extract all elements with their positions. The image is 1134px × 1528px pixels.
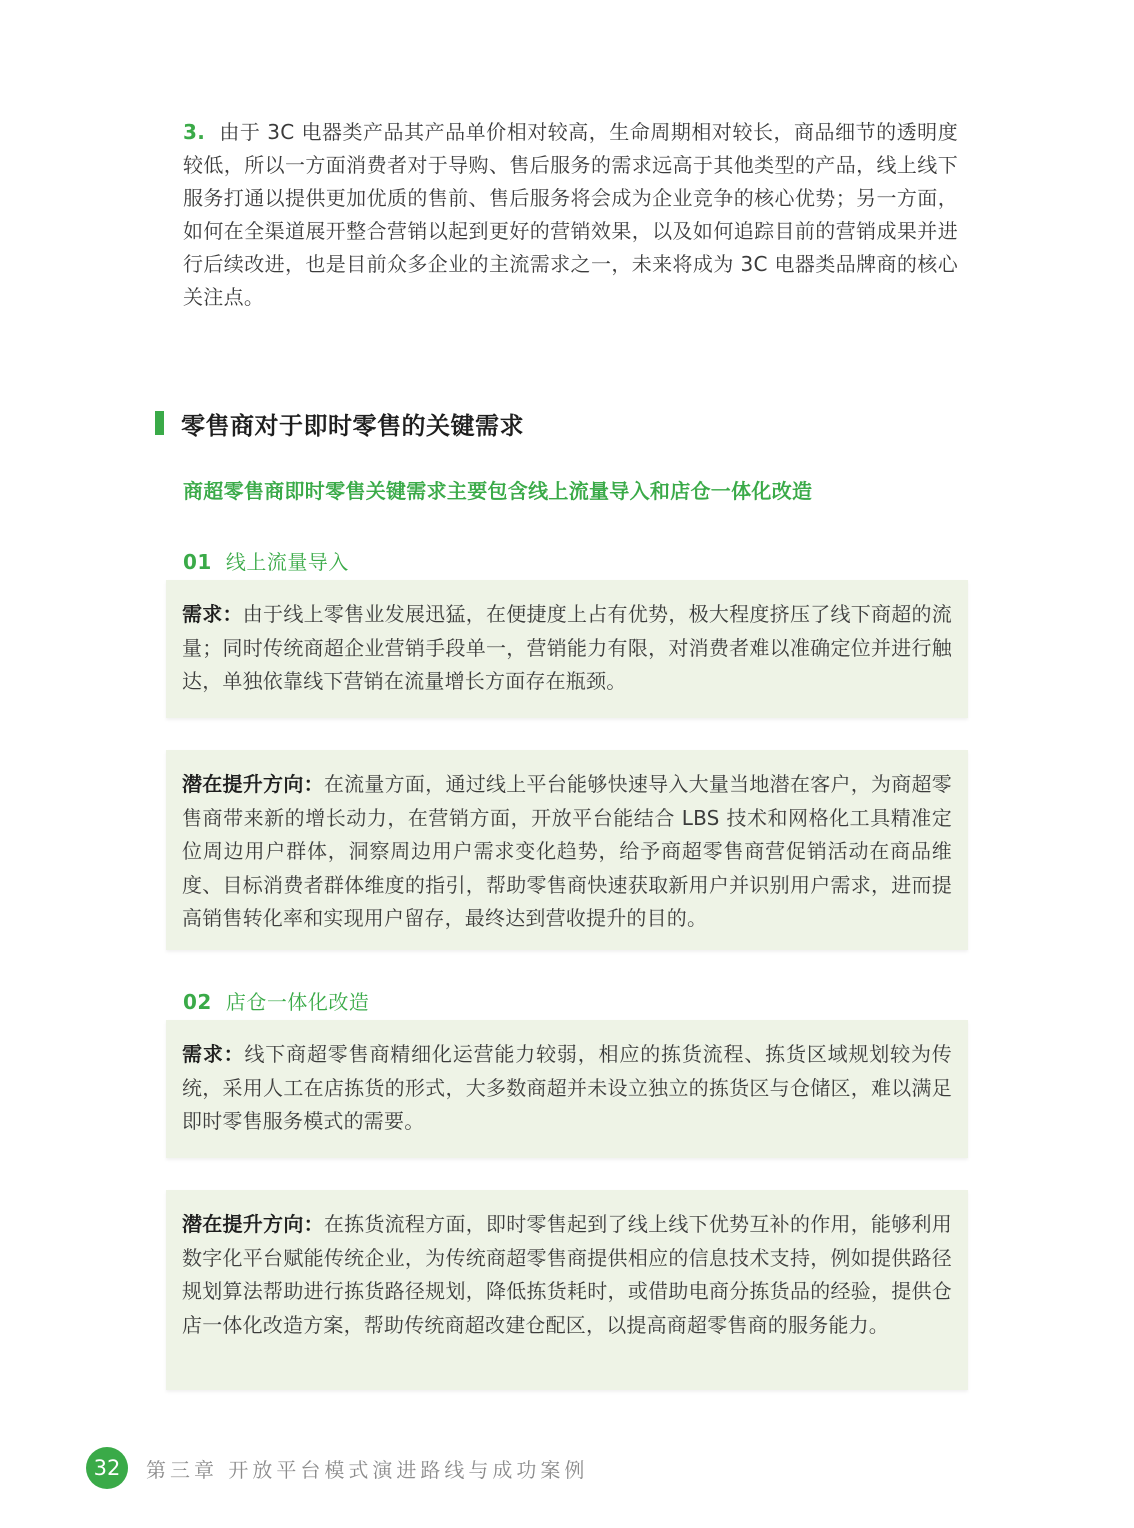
- potential-label: 潜在提升方向：: [182, 1212, 324, 1236]
- chapter-title: 第三章 开放平台模式演进路线与成功案例: [146, 1457, 589, 1482]
- page-footer: [86, 1447, 588, 1489]
- section-accent-bar: [155, 411, 164, 435]
- demand-box-01: [166, 580, 968, 718]
- point-title: 线上流量导入: [225, 550, 349, 574]
- point-heading-02: [183, 986, 369, 1015]
- section-heading: [155, 407, 524, 439]
- demand-label: 需求：: [182, 1042, 245, 1066]
- point-number: 01: [183, 550, 212, 574]
- point-heading-01: [183, 546, 349, 575]
- point-title: 店仓一体化改造: [225, 990, 370, 1014]
- section-subtitle: 商超零售商即时零售关键需求主要包含线上流量导入和店仓一体化改造: [183, 479, 813, 503]
- potential-text: 在流量方面，通过线上平台能够快速导入大量当地潜在客户，为商超零售商带来新的增长动力，在营销方面，开放平台能结合 LBS 技术和网格化工具精准定位周边用户群体，洞察周边用户需求变化趋势，给予商超零售商营促销活动在商品维度、目标消费者群体维度的指引，帮助零售商快速获取新用户并识别用户需求，进而提高销售转化率和实现用户留存，最终达到营收提升的目的。: [182, 772, 952, 930]
- potential-paragraph: [182, 1208, 952, 1342]
- potential-paragraph: [182, 768, 952, 936]
- demand-text: 线下商超零售商精细化运营能力较弱，相应的拣货流程、拣货区域规划较为传统，采用人工在店拣货的形式，大多数商超并未设立独立的拣货区与仓储区，难以满足即时零售服务模式的需要。: [182, 1042, 952, 1133]
- page-number-badge: 32: [86, 1447, 128, 1489]
- potential-box-02: [166, 1190, 968, 1390]
- demand-paragraph: [182, 598, 952, 699]
- intro-paragraph: [183, 116, 958, 314]
- demand-paragraph: [182, 1038, 952, 1139]
- potential-label: 潜在提升方向：: [182, 772, 324, 796]
- section-title: 零售商对于即时零售的关键需求: [181, 411, 524, 440]
- intro-number: 3.: [183, 120, 206, 144]
- demand-box-02: [166, 1020, 968, 1158]
- potential-box-01: [166, 750, 968, 950]
- intro-text: 由于 3C 电器类产品其产品单价相对较高，生命周期相对较长，商品细节的透明度较低，所以一方面消费者对于导购、售后服务的需求远高于其他类型的产品，线上线下服务打通以提供更加优质的售前、售后服务将会成为企业竞争的核心优势；另一方面，如何在全渠道展开整合营销以起到更好的营销效果，以及如何追踪目前的营销成果并进行后续改进，也是目前众多企业的主流需求之一，未来将成为 3C 电器类品牌商的核心关注点。: [183, 120, 958, 309]
- demand-text: 由于线上零售业发展迅猛，在便捷度上占有优势，极大程度挤压了线下商超的流量；同时传统商超企业营销手段单一，营销能力有限，对消费者难以准确定位并进行触达，单独依靠线下营销在流量增长方面存在瓶颈。: [182, 602, 952, 693]
- potential-text: 在拣货流程方面，即时零售起到了线上线下优势互补的作用，能够利用数字化平台赋能传统企业，为传统商超零售商提供相应的信息技术支持，例如提供路径规划算法帮助进行拣货路径规划，降低拣货耗时，或借助电商分拣货品的经验，提供仓店一体化改造方案，帮助传统商超改建仓配区，以提高商超零售商的服务能力。: [182, 1212, 952, 1337]
- point-number: 02: [183, 990, 212, 1014]
- demand-label: 需求：: [182, 602, 243, 626]
